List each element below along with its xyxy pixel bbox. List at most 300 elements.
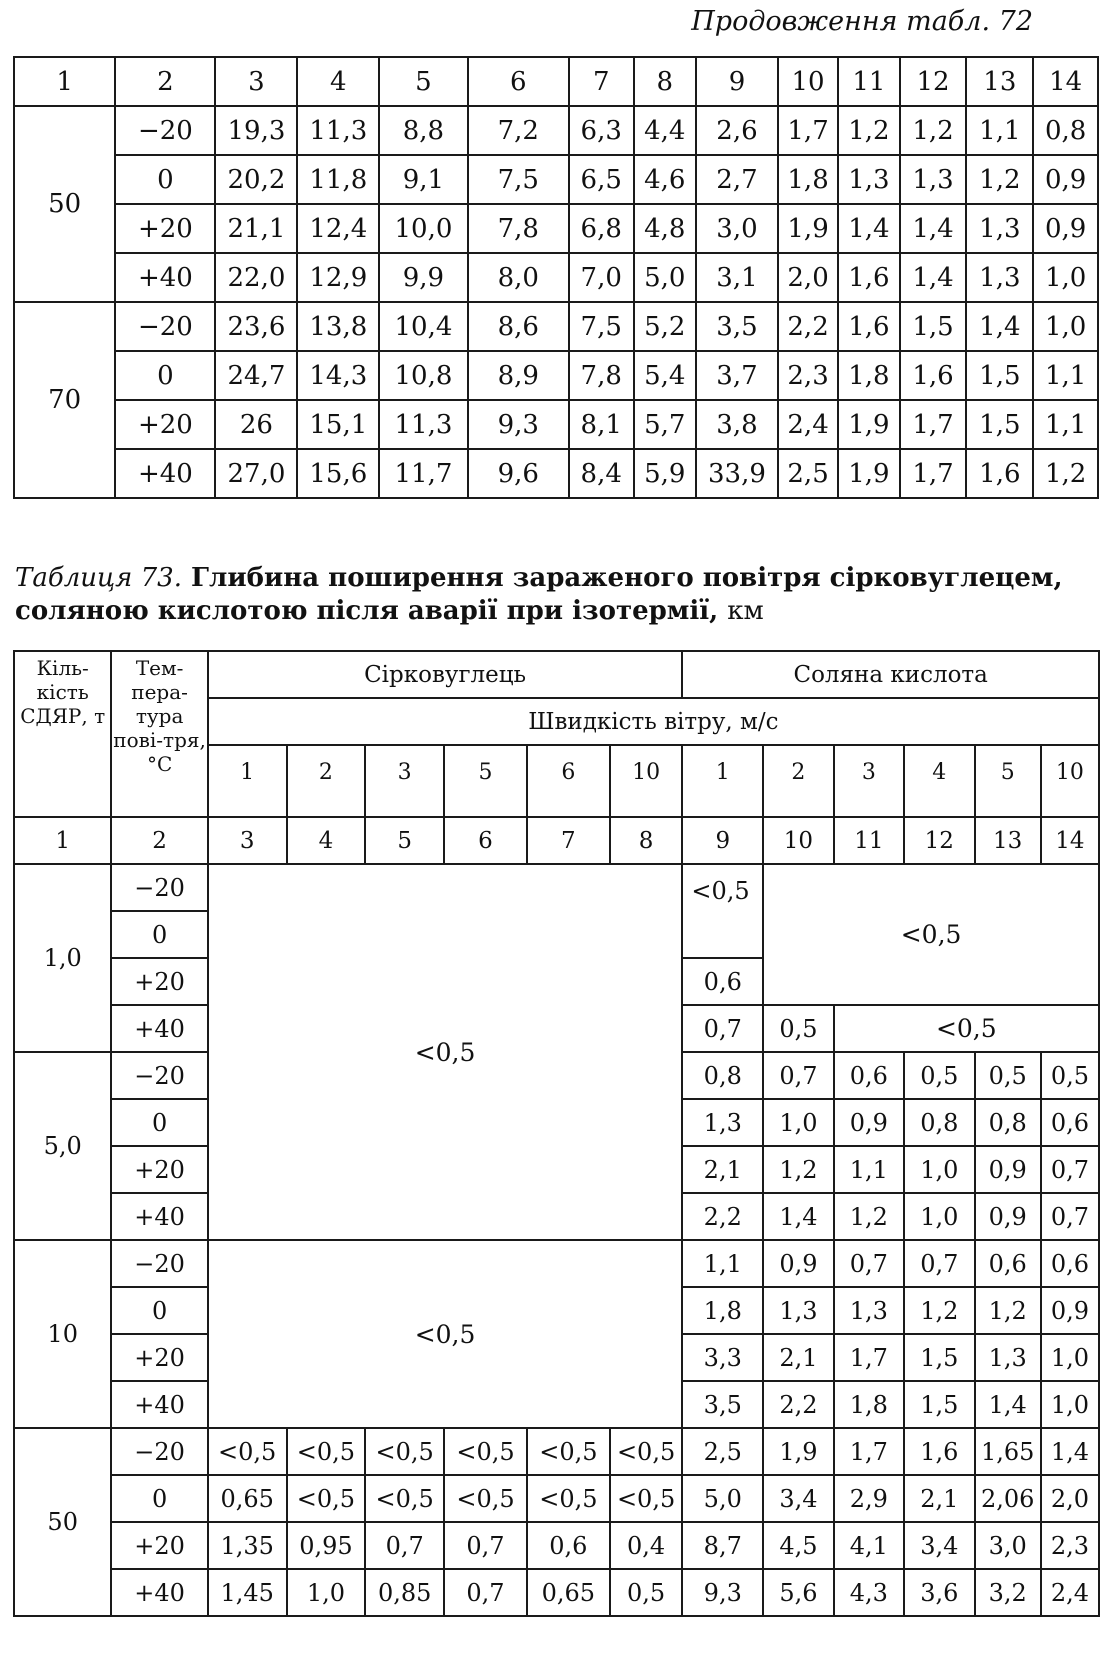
data-cell: 3,5 — [696, 302, 778, 351]
table-row — [14, 400, 1098, 449]
data-cell: 0,85 — [365, 1569, 444, 1616]
table-72-header-row — [14, 57, 1098, 106]
header-quantity: Кіль-кість СДЯР, т — [14, 651, 111, 817]
data-cell: 2,1 — [763, 1334, 833, 1381]
temp-cell: 0 — [111, 1099, 207, 1146]
data-cell: 0,5 — [610, 1569, 683, 1616]
col-number-cell: 13 — [966, 57, 1033, 106]
data-cell: 11,8 — [297, 155, 379, 204]
data-cell: 7,8 — [468, 204, 569, 253]
wind-speed-cell: 4 — [904, 745, 974, 817]
wind-speed-cell: 3 — [365, 745, 444, 817]
data-cell: 0,6 — [682, 958, 763, 1005]
table-row — [14, 106, 1098, 155]
data-cell: <0,5 — [682, 864, 763, 958]
col-number-cell: 9 — [696, 57, 778, 106]
data-cell: 1,2 — [763, 1146, 833, 1193]
temp-cell: +40 — [111, 1569, 207, 1616]
data-cell: 0,7 — [1041, 1146, 1099, 1193]
temp-cell: +20 — [115, 204, 215, 253]
data-cell: 3,8 — [696, 400, 778, 449]
table-73-col-numbers-row — [14, 817, 1099, 864]
data-cell: 1,0 — [763, 1099, 833, 1146]
data-cell: 0,9 — [763, 1240, 833, 1287]
temp-cell: 0 — [111, 1287, 207, 1334]
data-cell: 1,1 — [966, 106, 1033, 155]
temp-cell: −20 — [111, 1052, 207, 1099]
data-cell: 11,7 — [379, 449, 467, 498]
data-cell: 8,1 — [569, 400, 634, 449]
data-cell: 5,0 — [634, 253, 696, 302]
col-number-cell: 1 — [14, 817, 111, 864]
data-cell: 19,3 — [215, 106, 297, 155]
col-number-cell: 7 — [527, 817, 610, 864]
data-cell: 1,1 — [682, 1240, 763, 1287]
data-cell: 2,5 — [778, 449, 838, 498]
group-quantity: 10 — [14, 1240, 111, 1428]
table-row — [14, 1522, 1099, 1569]
data-cell: 0,5 — [904, 1052, 974, 1099]
data-cell: 2,1 — [682, 1146, 763, 1193]
col-number-cell: 4 — [297, 57, 379, 106]
col-number-cell: 5 — [365, 817, 444, 864]
col-number-cell: 9 — [682, 817, 763, 864]
data-cell: 1,2 — [1033, 449, 1098, 498]
temp-cell: 0 — [115, 351, 215, 400]
data-cell: 0,6 — [527, 1522, 610, 1569]
data-cell: 1,7 — [778, 106, 838, 155]
data-cell: 1,5 — [904, 1381, 974, 1428]
data-cell: 0,5 — [763, 1005, 833, 1052]
data-cell: 0,4 — [610, 1522, 683, 1569]
data-cell: 1,0 — [1033, 253, 1098, 302]
data-cell: <0,5 — [208, 1428, 287, 1475]
data-cell: 1,0 — [904, 1193, 974, 1240]
data-cell: 1,1 — [1033, 351, 1098, 400]
data-cell: 2,1 — [904, 1475, 974, 1522]
data-cell: 5,6 — [763, 1569, 833, 1616]
data-cell: 4,4 — [634, 106, 696, 155]
table-row — [14, 204, 1098, 253]
data-cell: 1,4 — [900, 253, 967, 302]
data-cell: 0,5 — [1041, 1052, 1099, 1099]
data-cell: 7,5 — [569, 302, 634, 351]
header-hydrochloric-acid: Соляна кислота — [682, 651, 1099, 698]
data-cell: 1,8 — [778, 155, 838, 204]
data-cell: 0,9 — [975, 1193, 1041, 1240]
data-cell: 9,3 — [468, 400, 569, 449]
data-cell: 1,0 — [287, 1569, 366, 1616]
data-cell: 0,9 — [975, 1146, 1041, 1193]
data-cell: 1,0 — [1041, 1334, 1099, 1381]
data-cell: 1,4 — [900, 204, 967, 253]
table-73 — [13, 650, 1100, 1617]
data-cell: 3,7 — [696, 351, 778, 400]
header-carbon-disulfide: Сірковуглець — [208, 651, 683, 698]
data-cell: 0,7 — [904, 1240, 974, 1287]
data-cell: <0,5 — [444, 1475, 527, 1522]
temp-cell: +20 — [111, 958, 207, 1005]
data-cell: 1,3 — [975, 1334, 1041, 1381]
data-cell: 10,0 — [379, 204, 467, 253]
data-cell: <0,5 — [287, 1428, 366, 1475]
data-cell: 1,0 — [1033, 302, 1098, 351]
data-cell: 7,5 — [468, 155, 569, 204]
temp-cell: +40 — [115, 253, 215, 302]
data-cell: 3,2 — [975, 1569, 1041, 1616]
table-row — [14, 351, 1098, 400]
data-cell: 5,2 — [634, 302, 696, 351]
data-cell: 0,8 — [1033, 106, 1098, 155]
data-cell: 1,4 — [838, 204, 899, 253]
data-cell: 1,3 — [763, 1287, 833, 1334]
data-cell: 2,4 — [778, 400, 838, 449]
wind-speed-cell: 6 — [527, 745, 610, 817]
data-cell: 1,3 — [834, 1287, 904, 1334]
data-cell: 2,0 — [778, 253, 838, 302]
data-cell: 1,5 — [966, 351, 1033, 400]
data-cell: 0,7 — [1041, 1193, 1099, 1240]
data-cell: 6,8 — [569, 204, 634, 253]
col-number-cell: 12 — [904, 817, 974, 864]
col-number-cell: 7 — [569, 57, 634, 106]
temp-cell: +40 — [111, 1381, 207, 1428]
data-cell: <0,5 — [610, 1475, 683, 1522]
data-cell: 2,4 — [1041, 1569, 1099, 1616]
temp-cell: −20 — [111, 1428, 207, 1475]
data-cell: 0,6 — [975, 1240, 1041, 1287]
data-cell: 2,7 — [696, 155, 778, 204]
data-cell: 1,0 — [1041, 1381, 1099, 1428]
data-cell: 7,0 — [569, 253, 634, 302]
data-cell: 8,7 — [682, 1522, 763, 1569]
data-cell: <0,5 — [527, 1475, 610, 1522]
data-cell: 5,7 — [634, 400, 696, 449]
table-row — [14, 1569, 1099, 1616]
col-number-cell: 5 — [379, 57, 467, 106]
table-row — [14, 1240, 1099, 1287]
wind-speed-cell: 10 — [1041, 745, 1099, 817]
col-number-cell: 3 — [208, 817, 287, 864]
data-cell: 1,6 — [966, 449, 1033, 498]
data-cell: <0,5 — [365, 1475, 444, 1522]
data-cell: 1,9 — [838, 449, 899, 498]
data-cell: 4,6 — [634, 155, 696, 204]
table-row — [14, 302, 1098, 351]
col-number-cell: 2 — [111, 817, 207, 864]
data-cell: 9,1 — [379, 155, 467, 204]
data-cell: 6,3 — [569, 106, 634, 155]
col-number-cell: 14 — [1033, 57, 1098, 106]
data-cell: 0,8 — [682, 1052, 763, 1099]
data-cell: 0,95 — [287, 1522, 366, 1569]
data-cell: 0,6 — [1041, 1099, 1099, 1146]
col-number-cell: 4 — [287, 817, 366, 864]
data-cell: 11,3 — [297, 106, 379, 155]
merged-cell: <0,5 — [834, 1005, 1099, 1052]
data-cell: 0,9 — [1041, 1287, 1099, 1334]
header-temperature: Тем-пера-тура пові-тря, °С — [111, 651, 207, 817]
data-cell: 0,65 — [208, 1475, 287, 1522]
data-cell: 2,3 — [778, 351, 838, 400]
data-cell: 9,6 — [468, 449, 569, 498]
wind-speed-cell: 2 — [763, 745, 833, 817]
table-73-body — [14, 651, 1099, 1616]
data-cell: 1,9 — [763, 1428, 833, 1475]
data-cell: 1,2 — [966, 155, 1033, 204]
data-cell: 0,7 — [365, 1522, 444, 1569]
wind-speed-cell: 2 — [287, 745, 366, 817]
col-number-cell: 11 — [838, 57, 899, 106]
data-cell: <0,5 — [444, 1428, 527, 1475]
data-cell: 8,9 — [468, 351, 569, 400]
caption-text: Глибина поширення зараженого повітря сірковуглецем, соляною кислотою після аварії при ізотермії, — [15, 563, 1063, 626]
data-cell: 1,7 — [900, 400, 967, 449]
data-cell: 10,8 — [379, 351, 467, 400]
data-cell: 12,4 — [297, 204, 379, 253]
data-cell: 3,3 — [682, 1334, 763, 1381]
data-cell: 2,9 — [834, 1475, 904, 1522]
data-cell: <0,5 — [365, 1428, 444, 1475]
data-cell: 3,0 — [696, 204, 778, 253]
data-cell: 12,9 — [297, 253, 379, 302]
data-cell: 9,9 — [379, 253, 467, 302]
data-cell: 1,2 — [838, 106, 899, 155]
temp-cell: −20 — [111, 864, 207, 911]
data-cell: 7,8 — [569, 351, 634, 400]
col-number-cell: 3 — [215, 57, 297, 106]
data-cell: 1,7 — [900, 449, 967, 498]
data-cell: 15,6 — [297, 449, 379, 498]
wind-speed-cell: 5 — [444, 745, 527, 817]
temp-cell: +20 — [111, 1146, 207, 1193]
col-number-cell: 6 — [444, 817, 527, 864]
col-number-cell: 2 — [115, 57, 215, 106]
col-number-cell: 12 — [900, 57, 967, 106]
temp-cell: +20 — [111, 1522, 207, 1569]
data-cell: 6,5 — [569, 155, 634, 204]
data-cell: 0,9 — [1033, 155, 1098, 204]
data-cell: 0,7 — [763, 1052, 833, 1099]
table-row — [14, 1428, 1099, 1475]
data-cell: 1,3 — [838, 155, 899, 204]
col-number-cell: 11 — [834, 817, 904, 864]
table-row — [14, 864, 1099, 911]
data-cell: 5,4 — [634, 351, 696, 400]
data-cell: 3,1 — [696, 253, 778, 302]
data-cell: 2,5 — [682, 1428, 763, 1475]
temp-cell: −20 — [115, 302, 215, 351]
data-cell: 0,7 — [682, 1005, 763, 1052]
data-cell: 2,0 — [1041, 1475, 1099, 1522]
wind-speed-cell: 3 — [834, 745, 904, 817]
temp-cell: 0 — [111, 1475, 207, 1522]
data-cell: 0,8 — [975, 1099, 1041, 1146]
table-72 — [13, 56, 1099, 499]
data-cell: 14,3 — [297, 351, 379, 400]
continuation-note: Продовження табл. 72 — [691, 6, 1033, 37]
group-quantity: 5,0 — [14, 1052, 111, 1240]
data-cell: 15,1 — [297, 400, 379, 449]
data-cell: 1,6 — [838, 253, 899, 302]
merged-cell: <0,5 — [763, 864, 1099, 1005]
data-cell: 1,6 — [904, 1428, 974, 1475]
data-cell: 1,5 — [900, 302, 967, 351]
data-cell: 2,3 — [1041, 1522, 1099, 1569]
data-cell: 0,65 — [527, 1569, 610, 1616]
data-cell: 24,7 — [215, 351, 297, 400]
table-row — [14, 449, 1098, 498]
data-cell: 5,9 — [634, 449, 696, 498]
data-cell: 8,8 — [379, 106, 467, 155]
data-cell: 5,0 — [682, 1475, 763, 1522]
temp-cell: 0 — [111, 911, 207, 958]
data-cell: 0,5 — [975, 1052, 1041, 1099]
data-cell: 1,0 — [904, 1146, 974, 1193]
data-cell: 1,6 — [900, 351, 967, 400]
data-cell: 9,3 — [682, 1569, 763, 1616]
table-row — [14, 1475, 1099, 1522]
data-cell: 3,5 — [682, 1381, 763, 1428]
data-cell: 1,8 — [682, 1287, 763, 1334]
data-cell: 4,1 — [834, 1522, 904, 1569]
data-cell: 2,6 — [696, 106, 778, 155]
data-cell: 1,2 — [900, 106, 967, 155]
data-cell: 11,3 — [379, 400, 467, 449]
data-cell: 1,4 — [1041, 1428, 1099, 1475]
data-cell: 1,3 — [900, 155, 967, 204]
data-cell: 1,65 — [975, 1428, 1041, 1475]
wind-speed-cell: 5 — [975, 745, 1041, 817]
table-72-body — [14, 57, 1098, 498]
group-quantity: 1,0 — [14, 864, 111, 1052]
data-cell: 1,2 — [975, 1287, 1041, 1334]
data-cell: 8,6 — [468, 302, 569, 351]
col-number-cell: 14 — [1041, 817, 1099, 864]
data-cell: 1,6 — [838, 302, 899, 351]
data-cell: 4,8 — [634, 204, 696, 253]
data-cell: 33,9 — [696, 449, 778, 498]
wind-speed-cell: 1 — [208, 745, 287, 817]
data-cell: 1,8 — [838, 351, 899, 400]
temp-cell: +20 — [115, 400, 215, 449]
data-cell: 1,1 — [834, 1146, 904, 1193]
data-cell: 20,2 — [215, 155, 297, 204]
data-cell: 1,4 — [966, 302, 1033, 351]
data-cell: 4,3 — [834, 1569, 904, 1616]
data-cell: 21,1 — [215, 204, 297, 253]
col-number-cell: 10 — [778, 57, 838, 106]
col-number-cell: 8 — [634, 57, 696, 106]
header-wind-speed: Швидкість вітру, м/с — [208, 698, 1099, 745]
data-cell: <0,5 — [610, 1428, 683, 1475]
data-cell: 1,4 — [763, 1193, 833, 1240]
data-cell: 3,4 — [763, 1475, 833, 1522]
data-cell: 1,35 — [208, 1522, 287, 1569]
data-cell: 1,4 — [975, 1381, 1041, 1428]
data-cell: 0,7 — [444, 1522, 527, 1569]
wind-speed-cell: 10 — [610, 745, 683, 817]
data-cell: 1,3 — [682, 1099, 763, 1146]
table-row — [14, 155, 1098, 204]
col-number-cell: 6 — [468, 57, 569, 106]
temp-cell: +40 — [111, 1005, 207, 1052]
data-cell: 8,4 — [569, 449, 634, 498]
table-row — [14, 253, 1098, 302]
data-cell: 1,3 — [966, 253, 1033, 302]
col-number-cell: 10 — [763, 817, 833, 864]
group-quantity: 50 — [14, 1428, 111, 1616]
data-cell: 1,45 — [208, 1569, 287, 1616]
temp-cell: −20 — [115, 106, 215, 155]
data-cell: 2,2 — [682, 1193, 763, 1240]
data-cell: 3,6 — [904, 1569, 974, 1616]
data-cell: 13,8 — [297, 302, 379, 351]
data-cell: 1,9 — [778, 204, 838, 253]
data-cell: 1,2 — [904, 1287, 974, 1334]
data-cell: 2,2 — [778, 302, 838, 351]
data-cell: 1,5 — [966, 400, 1033, 449]
data-cell: 1,8 — [834, 1381, 904, 1428]
data-cell: <0,5 — [527, 1428, 610, 1475]
data-cell: 0,8 — [904, 1099, 974, 1146]
data-cell: 1,1 — [1033, 400, 1098, 449]
col-number-cell: 1 — [14, 57, 115, 106]
data-cell: 0,7 — [444, 1569, 527, 1616]
data-cell: 0,7 — [834, 1240, 904, 1287]
wind-speed-cell: 1 — [682, 745, 763, 817]
data-cell: 1,3 — [966, 204, 1033, 253]
merged-cell: <0,5 — [208, 864, 683, 1240]
temp-cell: +20 — [111, 1334, 207, 1381]
data-cell: 1,9 — [838, 400, 899, 449]
temp-cell: +40 — [115, 449, 215, 498]
temp-cell: −20 — [111, 1240, 207, 1287]
data-cell: 23,6 — [215, 302, 297, 351]
table-73-head-row-1 — [14, 651, 1099, 698]
temp-cell: 0 — [115, 155, 215, 204]
temp-cell: +40 — [111, 1193, 207, 1240]
data-cell: 26 — [215, 400, 297, 449]
data-cell: 3,0 — [975, 1522, 1041, 1569]
data-cell: <0,5 — [287, 1475, 366, 1522]
data-cell: 0,6 — [1041, 1240, 1099, 1287]
data-cell: 10,4 — [379, 302, 467, 351]
merged-cell: <0,5 — [208, 1240, 683, 1428]
col-number-cell: 13 — [975, 817, 1041, 864]
data-cell: 8,0 — [468, 253, 569, 302]
col-number-cell: 8 — [610, 817, 683, 864]
data-cell: 7,2 — [468, 106, 569, 155]
caption-unit: км — [727, 596, 764, 626]
data-cell: 2,06 — [975, 1475, 1041, 1522]
data-cell: 3,4 — [904, 1522, 974, 1569]
data-cell: 2,2 — [763, 1381, 833, 1428]
data-cell: 0,6 — [834, 1052, 904, 1099]
data-cell: 22,0 — [215, 253, 297, 302]
data-cell: 1,5 — [904, 1334, 974, 1381]
data-cell: 27,0 — [215, 449, 297, 498]
table-73-caption — [15, 562, 1100, 628]
data-cell: 0,9 — [834, 1099, 904, 1146]
group-quantity: 70 — [14, 302, 115, 498]
data-cell: 0,9 — [1033, 204, 1098, 253]
data-cell: 4,5 — [763, 1522, 833, 1569]
group-quantity: 50 — [14, 106, 115, 302]
data-cell: 1,7 — [834, 1428, 904, 1475]
data-cell: 1,2 — [834, 1193, 904, 1240]
caption-number: Таблиця 73. — [15, 563, 182, 593]
